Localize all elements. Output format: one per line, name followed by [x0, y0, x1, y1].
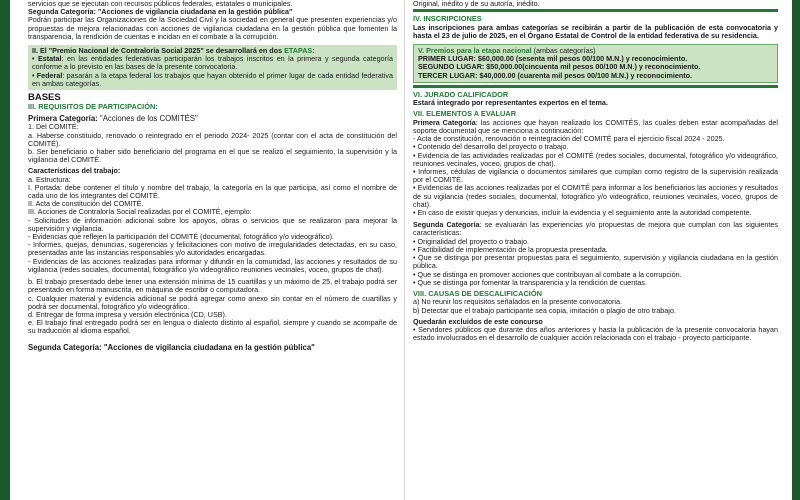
caracteristica-line: III. Acciones de Contraloría Social realizadas por el COMITÉ, ejemplo: [28, 207, 252, 217]
jurado-title: VI. JURADO CALIFICADOR [413, 89, 509, 99]
inscripciones-title: IV. INSCRIPCIONES [413, 14, 482, 24]
elementos-title: VII. ELEMENTOS A EVALUAR [413, 109, 517, 119]
second-category-intro: Segunda Categoría: "Acciones de vigilancia ciudadana en la gestión pública" [28, 7, 293, 17]
comite-requirements [28, 123, 397, 164]
accent-bar-top [413, 9, 778, 12]
premios-box [413, 44, 778, 83]
etapa-estatal: • Estatal: en las entidades federativas participarán los trabajos inscritos en la primera y segunda categoría conforme a lo previsto en las bases de la presente convocatoria. [32, 54, 393, 72]
primera-eval-list [413, 135, 778, 217]
second-category-text: Podrán participar las Organizaciones de la Sociedad Civil y la sociedad en general que presenten experiencias y/o propuestas de mejora relacionadas con acciones de vigilancia ciudadana en la gestión pública que fomenten la transparencia, la rendición de cuentas e incidan en el combate a la corrupción. [28, 15, 397, 41]
caracteristicas-list [28, 176, 397, 274]
right-top-line: Original, inédito y de su autoría, inédito. [413, 0, 540, 8]
trabajo-line: b. El trabajo presentado debe tener una extensión mínima de 15 cuartillas y un máximo de 25, el trabajo podrá ser presentado en forma manuscrita, en máquina de escribir o computadora. [28, 277, 397, 295]
etapas-heading: II. El "Premio Nacional de Contraloría Social 2025" se desarrollará en dos ETAPAS: [32, 46, 315, 56]
caracteristica-line: I. Portada: debe contener el título y nombre del trabajo, la categoría en la que participa, así como el nombre de cada uno de los integrantes del COMITÉ. [28, 182, 397, 201]
eval-line: • Evidencias de las acciones realizadas por el COMITÉ para informar a los beneficiarios las acciones y resultados de su vigilancia (redes sociales, documental, fotográfico y/o videográfico, reuniones vecinales, voceo, grupos de chat). [413, 183, 778, 209]
eval-line: • Que se distinga en promover acciones que contribuyan al combate a la corrupción. [413, 269, 682, 279]
left-top-line: servicios que se ejecutan con recursos públicos federales, estatales o municipales. [28, 0, 293, 8]
excluidos-text: • Servidores públicos que durante dos años anteriores y hasta la publicación de la presente convocatoria hayan estado involucrados en el desarrollo de cualquier acción relacionada con el trabajo - proyecto participante. [413, 324, 778, 343]
eval-line: • Originalidad del proyecto o trabajo. [413, 236, 529, 246]
eval-line: • Factibilidad de implementación de la propuesta presentada. [413, 244, 608, 254]
segunda-categoria-heading: Segunda Categoría: "Acciones de vigilancia ciudadana en la gestión pública" [28, 342, 315, 352]
descalificacion-title: VIII. CAUSAS DE DESCALIFICACIÓN [413, 288, 542, 298]
caracteristica-line: - Informes, quejas, denuncias, sugerencias y felicitaciones con motivo de irregularidades detectadas, en su caso, presentadas ante las instancias responsables y/o autoridades encargadas. [28, 240, 397, 258]
caracteristica-line: - Solicitudes de información adicional sobre los apoyos, obras o servicios que se realizaron para mejorar la supervisión y vigilancia. [28, 215, 397, 233]
primera-categoria-eval: Primera Categoría: las acciones que hayan realizado los COMITÉS, las cuales deben estar acompañadas del soporte documental que se menciona a continuación: [413, 117, 779, 136]
requisitos-title: III. REQUISITOS DE PARTICIPACIÓN: [28, 102, 158, 112]
column-divider [404, 0, 405, 500]
eval-line: • Informes, cédulas de vigilancia o documentos similares que cumplan como registro de la supervisión realizada por el COMITÉ. [413, 167, 778, 185]
etapa-federal: • Federal: pasarán a la etapa federal los trabajos que hayan obtenido el primer lugar de cada entidad federativa en ambas categorías. [32, 70, 393, 88]
caracteristica-line: - Evidencias de las acciones realizadas para informar y difundir en la comunidad, las acciones y resultados de su vigilancia (redes sociales, documental, fotográfico y/o videográfico reuniones vecinales, voceo, grupos de chat). [28, 256, 397, 274]
segunda-eval-list [413, 238, 778, 287]
premios-title: V. Premios para la etapa nacional (ambas categorías) [418, 46, 596, 56]
etapas-box [28, 45, 397, 90]
trabajo-line: e. El trabajo final entregado podrá ser en lengua o dialecto distinto al español, siempre y cuando se acompañe de su traducción al idioma español. [28, 318, 397, 336]
eval-line: • Contenido del desarrollo del proyecto o trabajo. [413, 142, 569, 152]
segunda-categoria-eval: Segunda Categoría: se evaluarán las experiencias y/o propuestas de mejora que cumplan con las siguientes características: [413, 220, 779, 238]
eval-line: - Acta de constitución, renovación o reintegración del COMITÉ para el ejercicio fiscal 2024 - 2025. [413, 134, 725, 144]
caracteristicas-title: Características del trabajo: [28, 166, 121, 176]
eval-line: • En caso de existir quejas y denuncias, incluir la evidencia y el seguimiento ante la autoridad competente. [413, 208, 752, 218]
prize-line: SEGUNDO LUGAR: $50,000.00(cincuenta mil pesos 00/100 M.N.) y reconocimiento. [418, 62, 701, 72]
inscripciones-text: Las inscripciones para ambas categorías se recibirán a partir de la publicación de esta convocatoria y hasta el 23 de julio de 2025, en el Órgano Estatal de Control de la entidad federativa de su residencia. [413, 22, 778, 40]
trabajo-line: c. Cualquier material y evidencia adicional se podrá agregar como anexo sin contar en el número de cuartillas y podrá ser documental, fotográfico y/o videográfico. [28, 293, 397, 311]
eval-line: • Que se distinga por presentar propuestas para el seguimiento, supervisión y vigilancia ciudadana en la gestión pública. [413, 253, 778, 271]
eval-line: • Evidencia de las actividades realizadas por el COMITÉ (redes sociales, documental, fotográfico y/o videográfico, reuniones vecinales, voceo, grupos de chat). [413, 150, 778, 168]
descalificacion-line: b) Detectar que el trabajo participante sea copia, imitación o plagio de otro trabajo. [413, 305, 676, 315]
caracteristica-line: II. Acta de constitución del COMITÉ. [28, 199, 144, 209]
trabajo-line: d. Entregar de forma impresa y versión electrónica (CD, USB). [28, 309, 227, 319]
excluidos-title: Quedarán excluidos de este concurso [413, 316, 543, 326]
right-column [407, 0, 800, 500]
requirement-line: b. Ser beneficiario o haber sido beneficiario del programa en el que se realizó el seguimiento, la supervisión y la vigilancia del COMITÉ. [28, 147, 397, 165]
jurado-text: Estará integrado por representantes expertos en el tema. [413, 98, 608, 108]
prize-line: PRIMER LUGAR: $60,000.00 (sesenta mil pesos 00/100 M.N.) y reconocimiento. [418, 54, 688, 64]
primera-categoria-heading: Primera Categoría: "Acciones de los COMITÉS" [28, 114, 198, 124]
bases-title: BASES [28, 92, 61, 104]
caracteristica-line: a. Estructura: [28, 174, 71, 184]
accent-bar-mid [413, 85, 778, 88]
trabajo-requirements [28, 278, 397, 335]
descalificacion-line: a) No reunir los requisitos señalados en la presente convocatoria. [413, 297, 622, 307]
prize-list [418, 55, 773, 80]
requirement-line: a. Haberse constituido, renovado o reintegrado en el periodo 2024- 2025 (contar con el acta de constitución del COMITÉ). [28, 130, 397, 148]
eval-line: • Que se distinga por fomentar la transparencia y la rendición de cuentas. [413, 277, 647, 287]
prize-line: TERCER LUGAR: $40,000.00 (cuarenta mil pesos 00/100 M.N.) y reconocimiento. [418, 70, 693, 80]
descalificacion-list [413, 298, 778, 314]
caracteristica-line: - Evidencias que reflejen la participación del COMITÉ (documental, fotográfico y/o videográfico). [28, 232, 335, 242]
requirement-line: 1. Del COMITÉ: [28, 122, 79, 132]
